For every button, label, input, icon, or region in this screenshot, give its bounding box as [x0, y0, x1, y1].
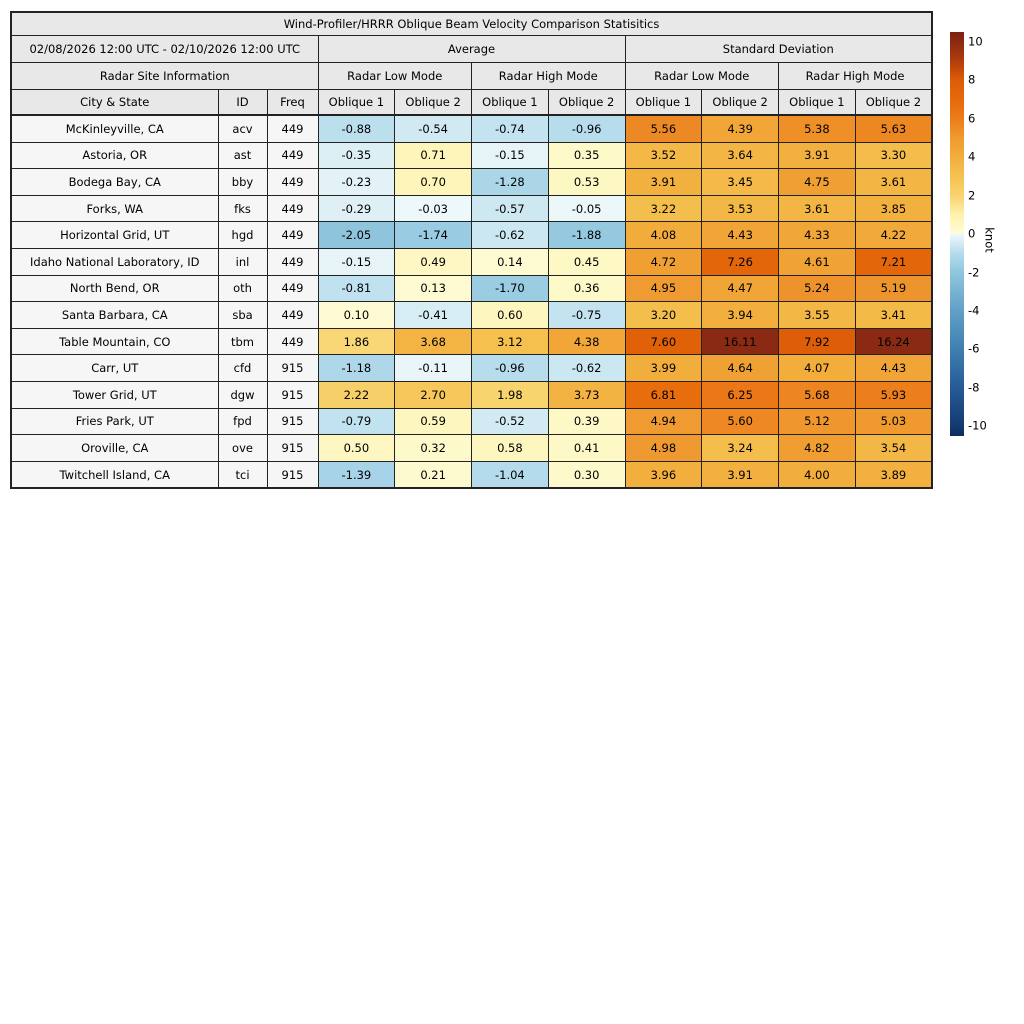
header-avg-radar-low-mode: Radar Low Mode: [318, 63, 472, 90]
value-cell: 0.70: [395, 169, 472, 196]
value-cell: 0.71: [395, 142, 472, 169]
freq-cell: 915: [267, 355, 318, 382]
value-cell: 3.73: [548, 381, 625, 408]
value-cell: 2.70: [395, 381, 472, 408]
freq-cell: 449: [267, 328, 318, 355]
value-cell: 0.30: [548, 461, 625, 488]
value-cell: 5.68: [779, 381, 856, 408]
value-cell: -0.54: [395, 115, 472, 142]
colorbar-tick-label: 8: [968, 72, 976, 87]
header-oblique2: Oblique 2: [548, 90, 625, 116]
header-oblique2: Oblique 2: [702, 90, 779, 116]
value-cell: 3.64: [702, 142, 779, 169]
value-cell: 0.45: [548, 248, 625, 275]
table-row: [11, 248, 932, 275]
table-row: [11, 222, 932, 249]
value-cell: 0.59: [395, 408, 472, 435]
header-std-radar-high-mode: Radar High Mode: [779, 63, 933, 90]
value-cell: 0.58: [472, 435, 549, 462]
id-cell: acv: [218, 115, 267, 142]
header-oblique1: Oblique 1: [779, 90, 856, 116]
value-cell: 0.53: [548, 169, 625, 196]
value-cell: -0.75: [548, 302, 625, 329]
site-cell: Forks, WA: [11, 195, 218, 222]
id-cell: sba: [218, 302, 267, 329]
value-cell: 5.93: [855, 381, 932, 408]
colorbar-tick-label: 2: [968, 187, 976, 202]
value-cell: 4.22: [855, 222, 932, 249]
value-cell: 0.41: [548, 435, 625, 462]
value-cell: 3.94: [702, 302, 779, 329]
value-cell: -0.88: [318, 115, 395, 142]
value-cell: -1.74: [395, 222, 472, 249]
value-cell: 4.64: [702, 355, 779, 382]
value-cell: 0.49: [395, 248, 472, 275]
value-cell: 3.22: [625, 195, 702, 222]
freq-cell: 449: [267, 275, 318, 302]
value-cell: 2.22: [318, 381, 395, 408]
value-cell: 3.96: [625, 461, 702, 488]
value-cell: 3.68: [395, 328, 472, 355]
id-cell: tci: [218, 461, 267, 488]
id-cell: oth: [218, 275, 267, 302]
table-row: [11, 115, 932, 142]
colorbar-tick-label: -4: [968, 303, 980, 318]
site-cell: Idaho National Laboratory, ID: [11, 248, 218, 275]
value-cell: 3.30: [855, 142, 932, 169]
value-cell: -0.29: [318, 195, 395, 222]
value-cell: 3.99: [625, 355, 702, 382]
table-row: [11, 435, 932, 462]
value-cell: -0.62: [472, 222, 549, 249]
table-row: [11, 408, 932, 435]
value-cell: -1.04: [472, 461, 549, 488]
table-row: [11, 169, 932, 196]
freq-cell: 449: [267, 195, 318, 222]
colorbar-tick-label: -10: [968, 418, 987, 433]
id-cell: cfd: [218, 355, 267, 382]
value-cell: 0.60: [472, 302, 549, 329]
value-cell: 4.95: [625, 275, 702, 302]
value-cell: 4.75: [779, 169, 856, 196]
value-cell: 4.43: [855, 355, 932, 382]
value-cell: 3.61: [855, 169, 932, 196]
value-cell: -1.18: [318, 355, 395, 382]
site-cell: McKinleyville, CA: [11, 115, 218, 142]
table-row: [11, 142, 932, 169]
value-cell: 3.54: [855, 435, 932, 462]
group-header-row: [11, 36, 932, 63]
value-cell: 3.91: [625, 169, 702, 196]
value-cell: -1.70: [472, 275, 549, 302]
value-cell: 3.91: [702, 461, 779, 488]
id-cell: ast: [218, 142, 267, 169]
value-cell: 5.03: [855, 408, 932, 435]
value-cell: 3.89: [855, 461, 932, 488]
value-cell: 0.32: [395, 435, 472, 462]
table-row: [11, 461, 932, 488]
column-header-row: [11, 90, 932, 116]
colorbar-tick-label: 0: [968, 226, 976, 241]
value-cell: 3.53: [702, 195, 779, 222]
colorbar-tick-label: 4: [968, 149, 976, 164]
value-cell: -0.79: [318, 408, 395, 435]
value-cell: 3.91: [779, 142, 856, 169]
value-cell: 4.00: [779, 461, 856, 488]
value-cell: 7.60: [625, 328, 702, 355]
value-cell: -0.15: [318, 248, 395, 275]
value-cell: -0.96: [548, 115, 625, 142]
value-cell: 4.94: [625, 408, 702, 435]
value-cell: -1.88: [548, 222, 625, 249]
value-cell: 3.61: [779, 195, 856, 222]
header-average: Average: [318, 36, 625, 63]
header-oblique2: Oblique 2: [395, 90, 472, 116]
header-oblique2: Oblique 2: [855, 90, 932, 116]
value-cell: 0.36: [548, 275, 625, 302]
mode-header-row: [11, 63, 932, 90]
value-cell: 5.38: [779, 115, 856, 142]
colorbar: [950, 32, 1024, 436]
value-cell: -0.57: [472, 195, 549, 222]
value-cell: 5.24: [779, 275, 856, 302]
freq-cell: 449: [267, 302, 318, 329]
value-cell: 0.10: [318, 302, 395, 329]
header-oblique1: Oblique 1: [625, 90, 702, 116]
header-oblique1: Oblique 1: [472, 90, 549, 116]
header-standard-deviation: Standard Deviation: [625, 36, 932, 63]
value-cell: 7.26: [702, 248, 779, 275]
value-cell: -0.62: [548, 355, 625, 382]
value-cell: -0.41: [395, 302, 472, 329]
header-city-state: City & State: [11, 90, 218, 116]
freq-cell: 449: [267, 169, 318, 196]
value-cell: 3.52: [625, 142, 702, 169]
value-cell: 1.86: [318, 328, 395, 355]
value-cell: 4.38: [548, 328, 625, 355]
freq-cell: 915: [267, 435, 318, 462]
value-cell: -0.23: [318, 169, 395, 196]
value-cell: -0.35: [318, 142, 395, 169]
stats-table: [10, 11, 933, 489]
colorbar-tick-label: 6: [968, 110, 976, 125]
id-cell: tbm: [218, 328, 267, 355]
header-oblique1: Oblique 1: [318, 90, 395, 116]
value-cell: 0.35: [548, 142, 625, 169]
site-cell: Twitchell Island, CA: [11, 461, 218, 488]
value-cell: 7.21: [855, 248, 932, 275]
value-cell: -0.15: [472, 142, 549, 169]
value-cell: 16.24: [855, 328, 932, 355]
value-cell: 6.25: [702, 381, 779, 408]
id-cell: bby: [218, 169, 267, 196]
colorbar-tick-label: -8: [968, 380, 980, 395]
freq-cell: 449: [267, 115, 318, 142]
freq-cell: 915: [267, 408, 318, 435]
site-cell: North Bend, OR: [11, 275, 218, 302]
value-cell: 5.19: [855, 275, 932, 302]
value-cell: 5.63: [855, 115, 932, 142]
value-cell: -1.39: [318, 461, 395, 488]
table-row: [11, 381, 932, 408]
value-cell: 3.12: [472, 328, 549, 355]
value-cell: 0.50: [318, 435, 395, 462]
value-cell: 5.56: [625, 115, 702, 142]
value-cell: 4.47: [702, 275, 779, 302]
value-cell: 6.81: [625, 381, 702, 408]
value-cell: -2.05: [318, 222, 395, 249]
site-cell: Santa Barbara, CA: [11, 302, 218, 329]
value-cell: 3.85: [855, 195, 932, 222]
table-body: [11, 115, 932, 488]
id-cell: fpd: [218, 408, 267, 435]
value-cell: 4.82: [779, 435, 856, 462]
site-cell: Fries Park, UT: [11, 408, 218, 435]
value-cell: -0.96: [472, 355, 549, 382]
site-cell: Oroville, CA: [11, 435, 218, 462]
date-range: 02/08/2026 12:00 UTC - 02/10/2026 12:00 UTC: [11, 36, 318, 63]
header-freq: Freq: [267, 90, 318, 116]
value-cell: 4.98: [625, 435, 702, 462]
header-id: ID: [218, 90, 267, 116]
table-row: [11, 328, 932, 355]
header-avg-radar-high-mode: Radar High Mode: [472, 63, 626, 90]
value-cell: 3.20: [625, 302, 702, 329]
id-cell: fks: [218, 195, 267, 222]
value-cell: 1.98: [472, 381, 549, 408]
value-cell: 0.13: [395, 275, 472, 302]
table-row: [11, 355, 932, 382]
value-cell: 3.41: [855, 302, 932, 329]
freq-cell: 915: [267, 461, 318, 488]
id-cell: hgd: [218, 222, 267, 249]
value-cell: 5.12: [779, 408, 856, 435]
colorbar-gradient: [950, 32, 964, 436]
value-cell: -0.05: [548, 195, 625, 222]
site-cell: Horizontal Grid, UT: [11, 222, 218, 249]
colorbar-tick-label: -2: [968, 264, 980, 279]
value-cell: -0.03: [395, 195, 472, 222]
value-cell: 0.14: [472, 248, 549, 275]
value-cell: 4.07: [779, 355, 856, 382]
table-title: Wind-Profiler/HRRR Oblique Beam Velocity Comparison Statisitics: [11, 12, 932, 36]
site-cell: Bodega Bay, CA: [11, 169, 218, 196]
value-cell: 0.21: [395, 461, 472, 488]
header-std-radar-low-mode: Radar Low Mode: [625, 63, 779, 90]
value-cell: 4.43: [702, 222, 779, 249]
table-row: [11, 275, 932, 302]
value-cell: -0.74: [472, 115, 549, 142]
value-cell: 3.24: [702, 435, 779, 462]
value-cell: 4.08: [625, 222, 702, 249]
value-cell: -0.52: [472, 408, 549, 435]
freq-cell: 449: [267, 142, 318, 169]
id-cell: inl: [218, 248, 267, 275]
title-row: [11, 12, 932, 36]
site-cell: Tower Grid, UT: [11, 381, 218, 408]
value-cell: -0.11: [395, 355, 472, 382]
value-cell: 5.60: [702, 408, 779, 435]
colorbar-tick-label: -6: [968, 341, 980, 356]
value-cell: 3.55: [779, 302, 856, 329]
site-cell: Carr, UT: [11, 355, 218, 382]
value-cell: 0.39: [548, 408, 625, 435]
header-radar-site-information: Radar Site Information: [11, 63, 318, 90]
value-cell: -1.28: [472, 169, 549, 196]
site-cell: Table Mountain, CO: [11, 328, 218, 355]
value-cell: 4.39: [702, 115, 779, 142]
site-cell: Astoria, OR: [11, 142, 218, 169]
colorbar-tick-label: 10: [968, 33, 983, 48]
value-cell: 4.33: [779, 222, 856, 249]
table-row: [11, 302, 932, 329]
id-cell: ove: [218, 435, 267, 462]
id-cell: dgw: [218, 381, 267, 408]
value-cell: -0.81: [318, 275, 395, 302]
colorbar-unit-label: knot: [982, 227, 997, 253]
freq-cell: 449: [267, 222, 318, 249]
value-cell: 3.45: [702, 169, 779, 196]
value-cell: 7.92: [779, 328, 856, 355]
value-cell: 16.11: [702, 328, 779, 355]
table-row: [11, 195, 932, 222]
value-cell: 4.61: [779, 248, 856, 275]
value-cell: 4.72: [625, 248, 702, 275]
freq-cell: 449: [267, 248, 318, 275]
freq-cell: 915: [267, 381, 318, 408]
